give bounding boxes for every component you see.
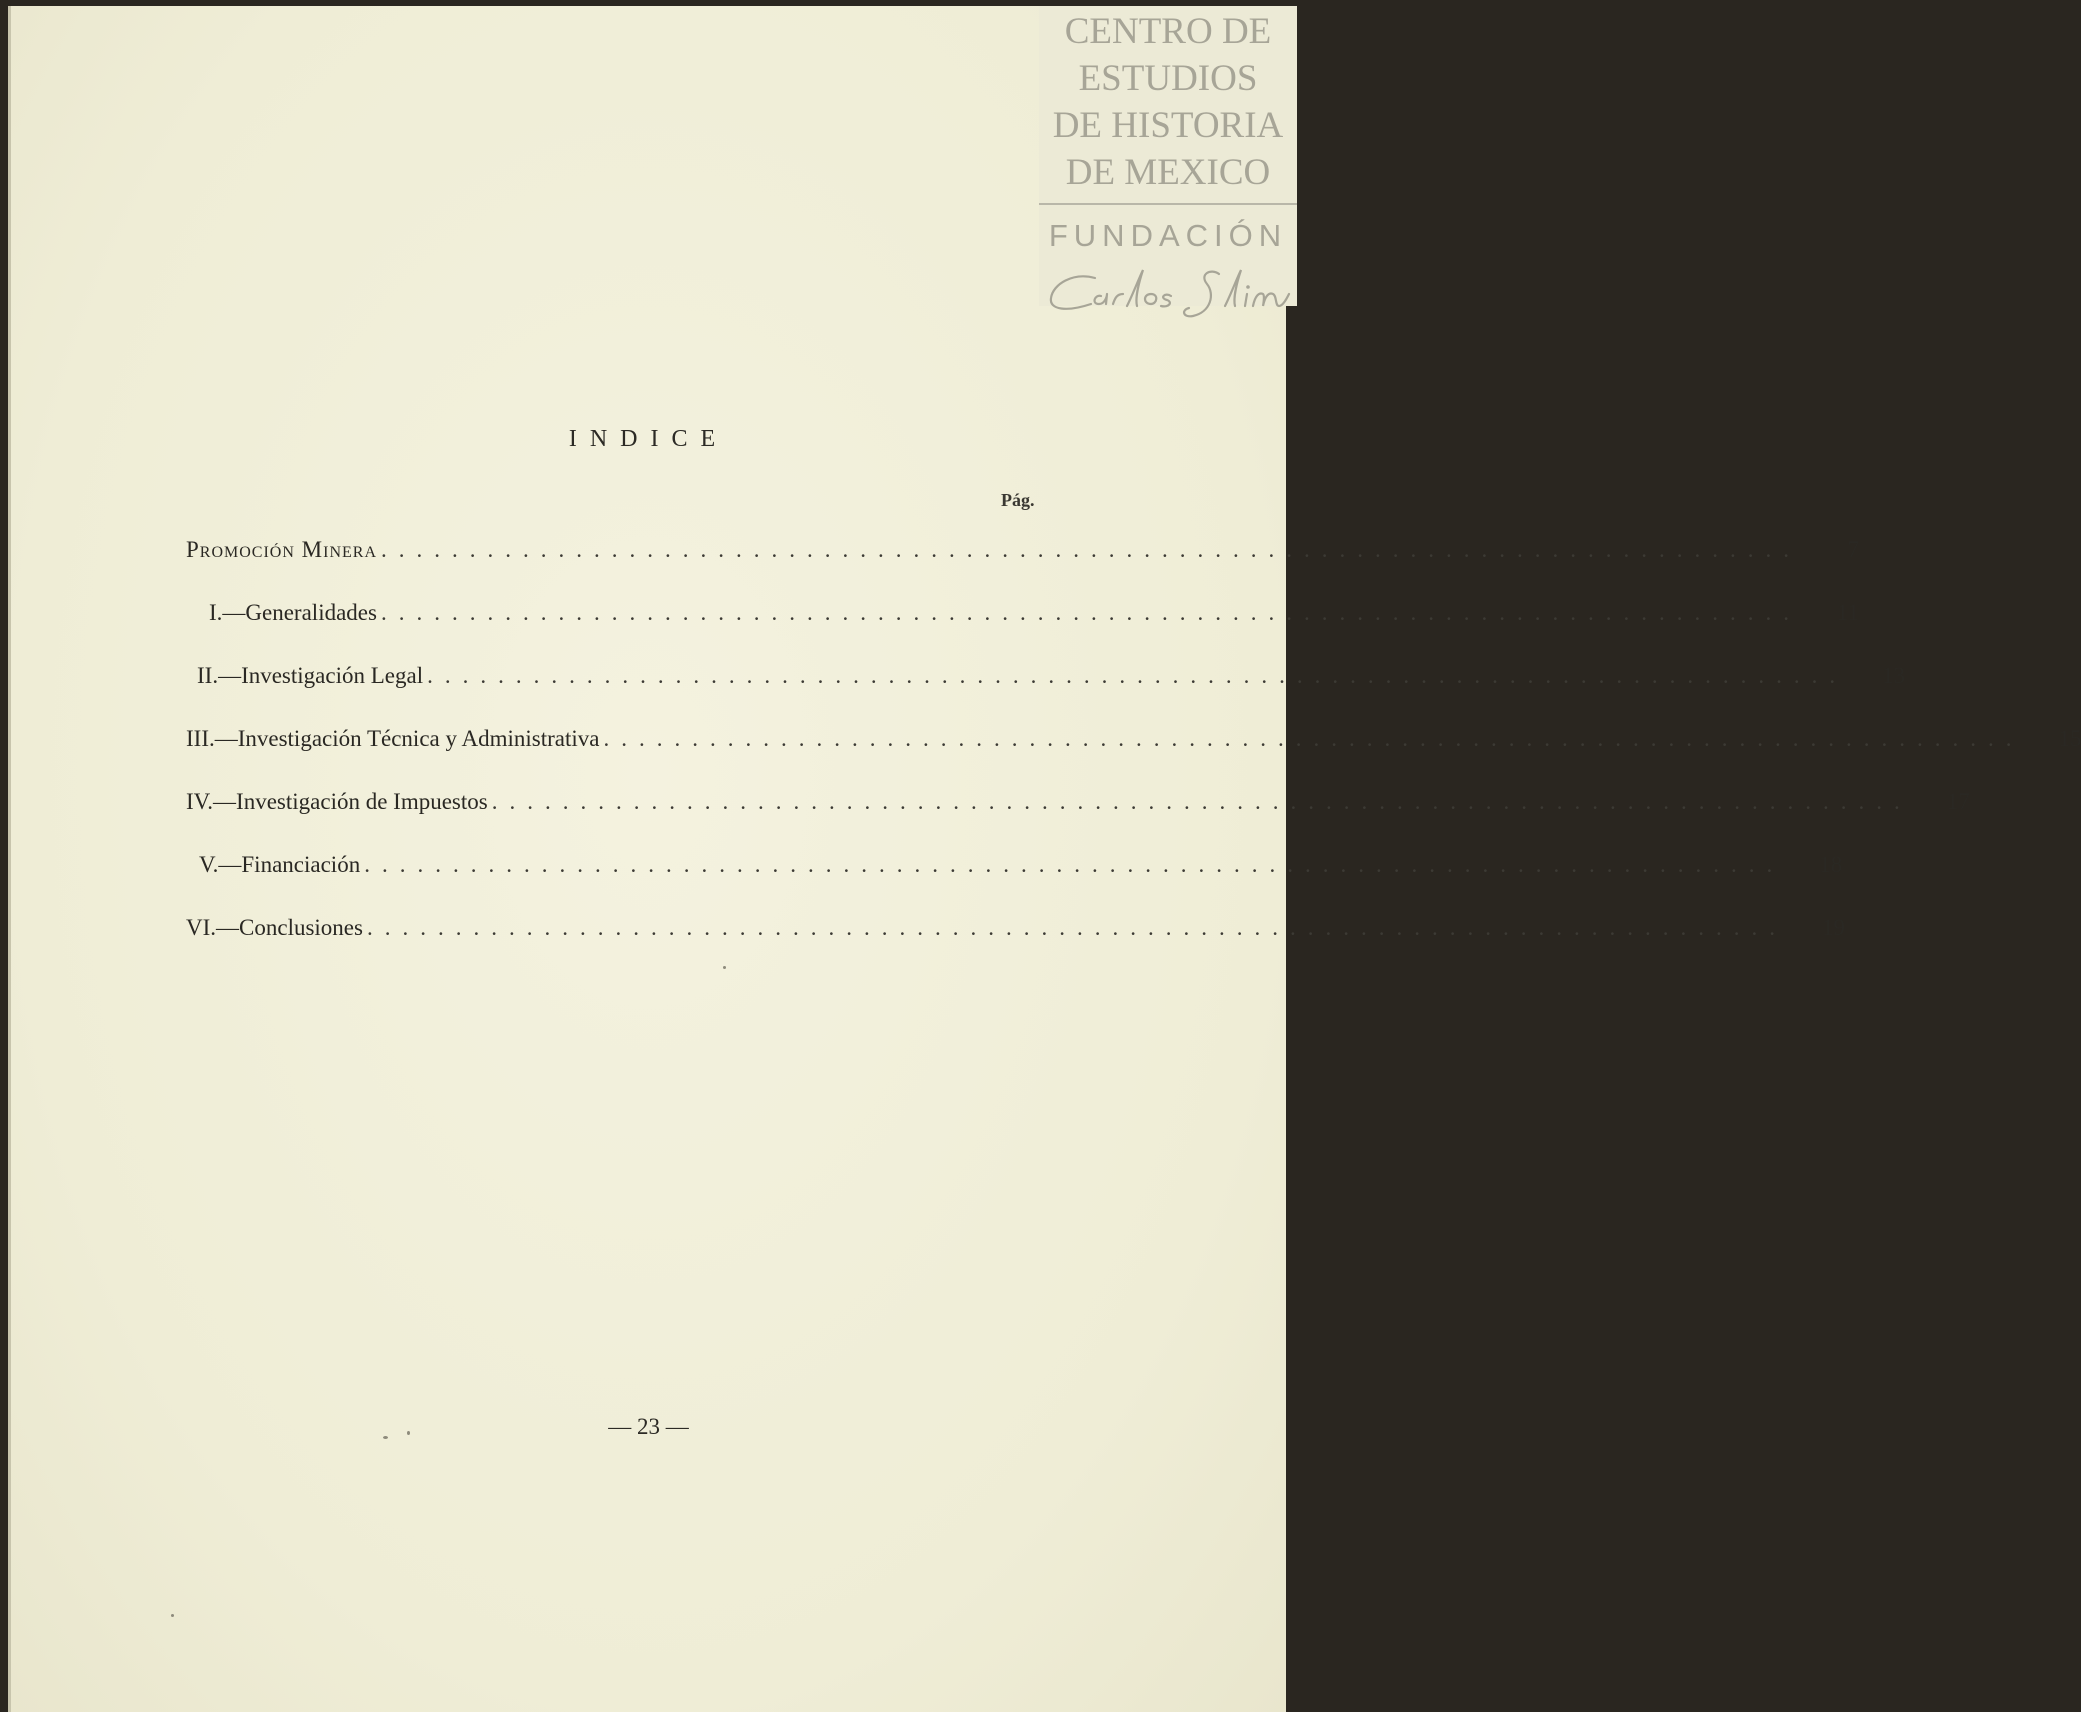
stamp-line: CENTRO DE (1064, 11, 1272, 52)
toc-entry-label: V.—Financiación (199, 852, 361, 877)
toc-entry-label: II.—Investigación Legal (197, 663, 424, 688)
dot-leader: ................................................................................ (427, 663, 1848, 688)
index-title: INDICE (568, 426, 729, 452)
toc-entry-label: Promoción Minera (186, 537, 377, 562)
toc-entry-label: I.—Generalidades (209, 600, 377, 625)
dot-leader: ................................................................................ (603, 726, 2024, 751)
toc-entry-page: 17 (1946, 789, 1970, 814)
table-of-contents (11, 6, 2081, 1712)
toc-entry-label: III.—Investigación Técnica y Administrativa (186, 726, 600, 751)
toc-entry (209, 600, 1859, 636)
toc-entry-label: VI.—Conclusiones (186, 915, 363, 940)
stamp-line: ESTUDIOS (1078, 58, 1258, 99)
dot-leader: ................................................................................ (381, 537, 1801, 562)
toc-entry-page: 13 (1882, 663, 1906, 688)
paper-speck (383, 1436, 388, 1439)
dot-leader: ................................................................................ (491, 789, 1912, 814)
paper-speck (407, 1431, 410, 1435)
toc-entry-page: 15 (2058, 726, 2081, 751)
toc-entry-page: 11 (1836, 600, 1859, 625)
dot-leader: ................................................................................ (380, 600, 1801, 625)
stamp-line: DE MEXICO (1065, 152, 1271, 193)
toc-entry-page: 18 (1819, 852, 1843, 877)
page-number: — 23 — (608, 1414, 689, 1439)
toc-entry (186, 537, 1859, 573)
toc-entry-label: IV.—Investigación de Impuestos (186, 789, 488, 814)
page-column-label: Pág. (1001, 490, 1035, 510)
paper-speck (171, 1614, 174, 1617)
toc-entry-page: 19 (1821, 915, 1845, 940)
stamp-line: DE HISTORIA (1052, 105, 1284, 146)
toc-entry (197, 663, 1906, 699)
dot-leader: ................................................................................ (364, 852, 1785, 877)
toc-entry (186, 789, 1970, 825)
stamp-foundation: FUNDACIÓN (1048, 218, 1288, 253)
document-page (8, 6, 2081, 1712)
toc-entry (199, 852, 1843, 888)
dot-leader: ................................................................................ (366, 915, 1787, 940)
toc-entry-page: 7 (1847, 537, 1859, 562)
paper-speck (723, 966, 726, 969)
toc-entry (186, 915, 1845, 951)
toc-entry (186, 726, 2081, 762)
